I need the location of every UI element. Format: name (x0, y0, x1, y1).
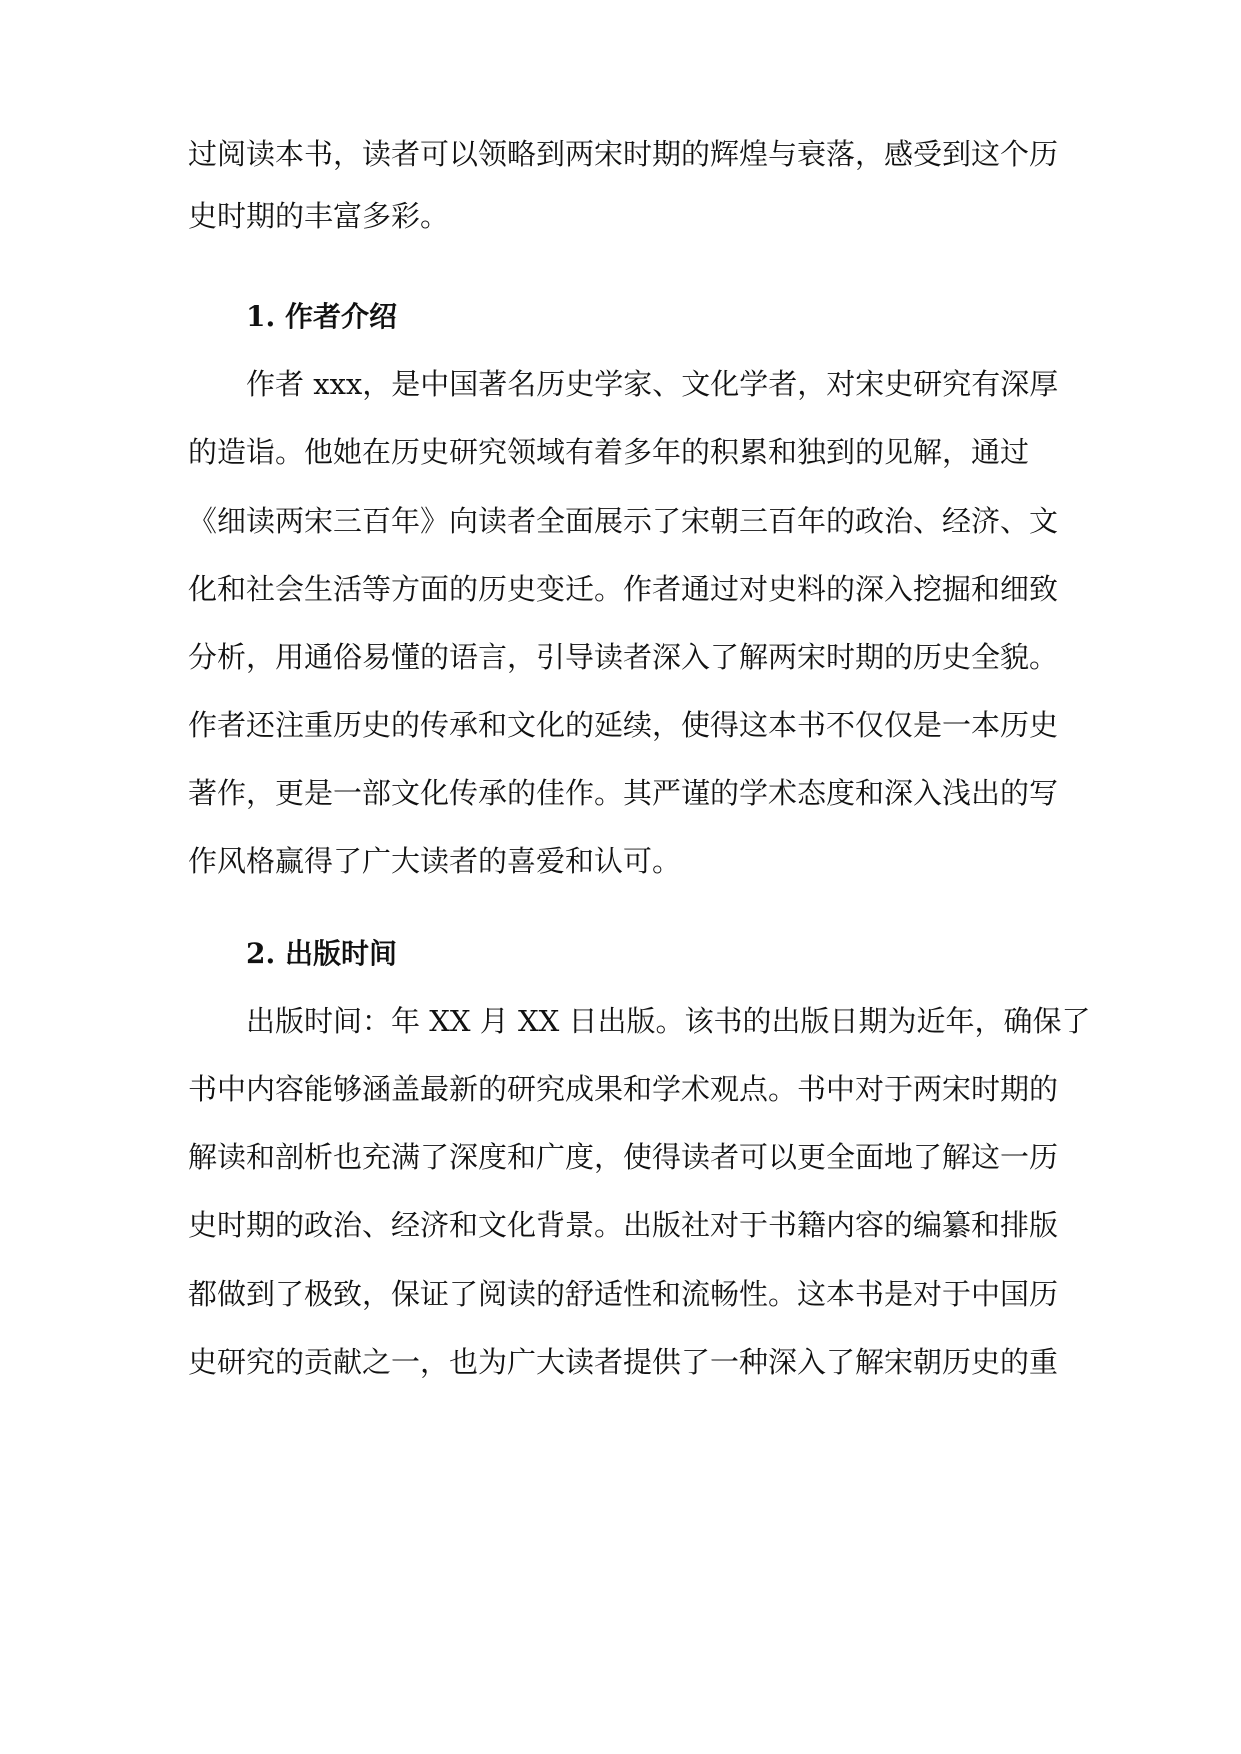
paragraph-line: 史时期的丰富多彩。 (188, 199, 450, 233)
paragraph-line: 的造诣。他她在历史研究领域有着多年的积累和独到的见解，通过 (188, 435, 1030, 469)
paragraph-line: 史时期的政治、经济和文化背景。出版社对于书籍内容的编纂和排版 (188, 1208, 1059, 1242)
paragraph-line: 出版时间：年 XX 月 XX 日出版。该书的出版日期为近年，确保了 (246, 1004, 1091, 1038)
paragraph-line: 解读和剖析也充满了深度和广度，使得读者可以更全面地了解这一历 (188, 1140, 1059, 1174)
paragraph-line: 分析，用通俗易懂的语言，引导读者深入了解两宋时期的历史全貌。 (188, 640, 1059, 674)
paragraph-line: 著作，更是一部文化传承的佳作。其严谨的学术态度和深入浅出的写 (188, 776, 1059, 810)
section-heading-author: 1. 作者介绍 (246, 300, 397, 333)
paragraph-line: 书中内容能够涵盖最新的研究成果和学术观点。书中对于两宋时期的 (188, 1072, 1059, 1106)
paragraph-line: 都做到了极致，保证了阅读的舒适性和流畅性。这本书是对于中国历 (188, 1277, 1059, 1311)
paragraph-line: 《细读两宋三百年》向读者全面展示了宋朝三百年的政治、经济、文 (188, 504, 1059, 538)
paragraph-line: 作者还注重历史的传承和文化的延续，使得这本书不仅仅是一本历史 (188, 708, 1059, 742)
paragraph-line: 作者 xxx，是中国著名历史学家、文化学者，对宋史研究有深厚 (246, 367, 1059, 401)
paragraph-line: 史研究的贡献之一，也为广大读者提供了一种深入了解宋朝历史的重 (188, 1345, 1059, 1379)
paragraph-line: 化和社会生活等方面的历史变迁。作者通过对史料的深入挖掘和细致 (188, 572, 1059, 606)
paragraph-line: 作风格赢得了广大读者的喜爱和认可。 (188, 844, 682, 878)
paragraph-line: 过阅读本书，读者可以领略到两宋时期的辉煌与衰落，感受到这个历 (188, 137, 1059, 171)
section-heading-publication: 2. 出版时间 (246, 937, 397, 970)
